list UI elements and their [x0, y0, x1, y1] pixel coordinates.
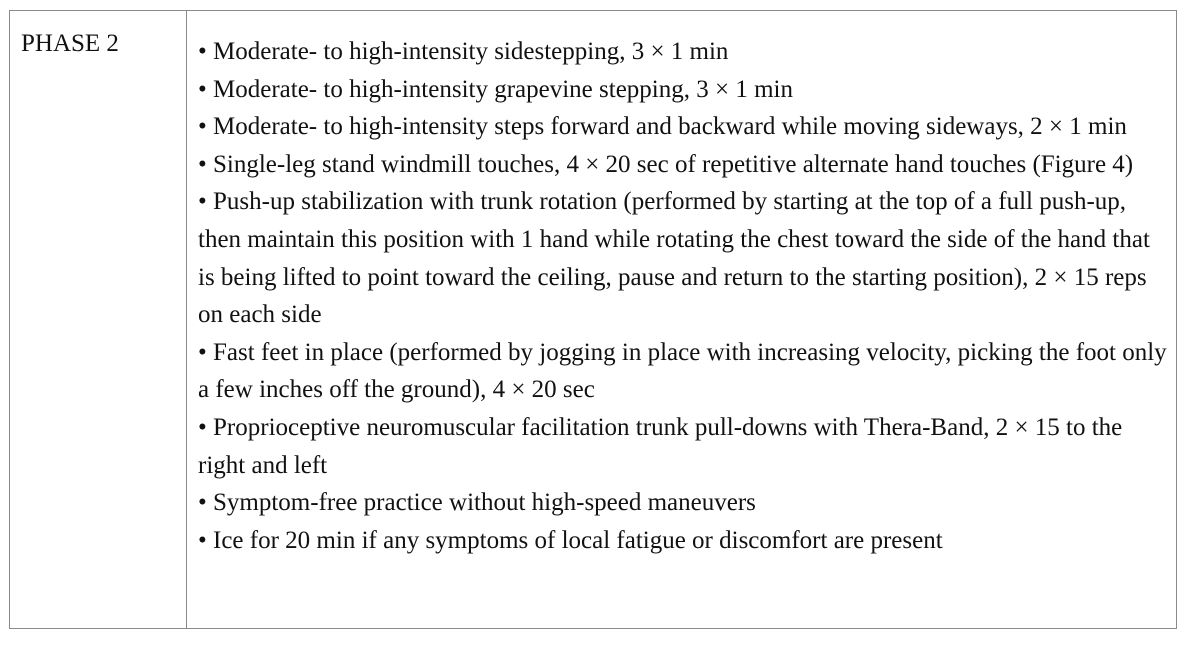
phase-label-cell	[10, 11, 187, 628]
bullet: •	[198, 338, 207, 366]
list-item-text: Ice for 20 min if any symptoms of local fatigue or discomfort are present	[213, 526, 943, 554]
list-item-text: Fast feet in place (performed by jogging in place with increasing velocity, picking the foot only a few inches off the ground), 4 × 20 sec	[198, 338, 1167, 404]
list-item	[198, 522, 1168, 560]
list-item	[198, 71, 1168, 109]
exercise-list	[198, 33, 1168, 559]
bullet: •	[198, 113, 207, 141]
list-item	[198, 183, 1168, 333]
list-item	[198, 484, 1168, 522]
list-item-text: Symptom-free practice without high-speed maneuvers	[213, 489, 756, 517]
list-item	[198, 334, 1168, 409]
list-item	[198, 33, 1168, 71]
list-item-text: Single-leg stand windmill touches, 4 × 20 sec of repetitive alternate hand touches (Figure 4)	[213, 150, 1134, 178]
list-item	[198, 409, 1168, 484]
bullet: •	[198, 413, 207, 441]
bullet: •	[198, 489, 207, 517]
bullet: •	[198, 38, 207, 65]
list-item-text: Proprioceptive neuromuscular facilitation trunk pull-downs with Thera-Band, 2 × 15 to the right and left	[198, 413, 1123, 479]
exercise-list-cell	[187, 11, 1176, 628]
list-item-text: Push-up stabilization with trunk rotation (performed by starting at the top of a full push-up, then maintain this position with 1 hand while rotating the chest toward the side of the hand that is being lifted to point toward the ceiling, pause and return to the starting position), 2 × 15 reps on each side	[198, 188, 1150, 329]
bullet: •	[198, 526, 207, 554]
list-item	[198, 146, 1168, 184]
list-item-text: Moderate- to high-intensity sidestepping, 3 × 1 min	[213, 38, 729, 65]
list-item-text: Moderate- to high-intensity grapevine stepping, 3 × 1 min	[213, 75, 793, 103]
bullet: •	[198, 150, 207, 178]
bullet: •	[198, 188, 207, 216]
phase-label: PHASE 2	[21, 30, 119, 57]
list-item	[198, 108, 1168, 146]
bullet: •	[198, 75, 207, 103]
phase-table	[9, 10, 1177, 629]
list-item-text: Moderate- to high-intensity steps forward and backward while moving sideways, 2 × 1 min	[213, 113, 1127, 141]
